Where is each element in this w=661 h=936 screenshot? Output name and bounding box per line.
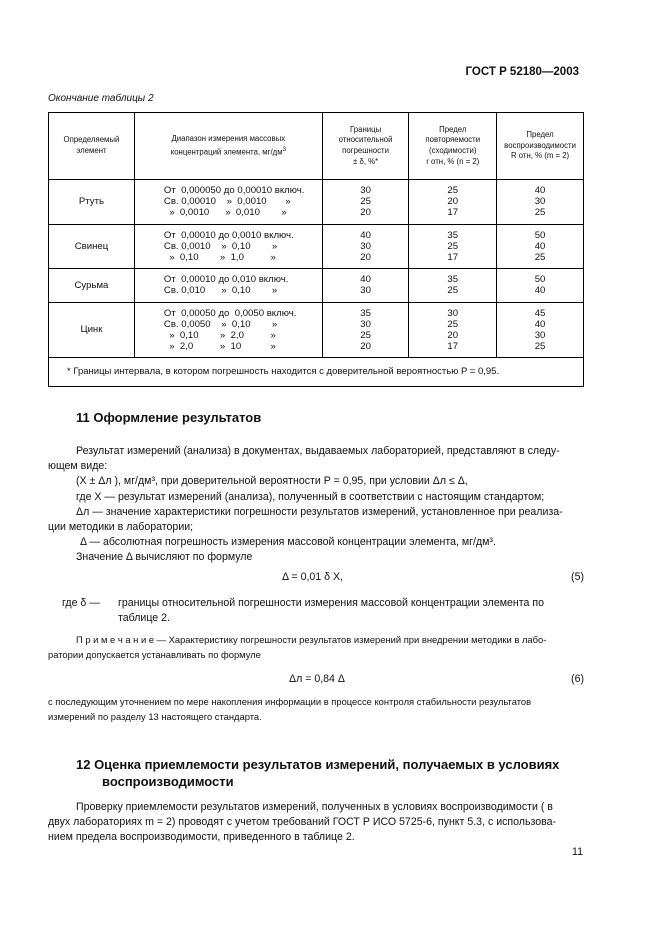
where-line: границы относительной погрешности измерения массовой концентрации элемента по — [118, 597, 544, 609]
repeatability-value: 25 — [447, 240, 459, 252]
header-repeatability-line: Предел — [439, 124, 467, 134]
reproducibility-cell — [497, 180, 584, 225]
header-error — [322, 113, 409, 180]
range-line: От 0,00050 до 0,0050 включ. — [163, 307, 297, 319]
note — [48, 632, 586, 662]
error-value: 35 — [360, 307, 371, 319]
table-row — [49, 224, 584, 269]
repeatability-value: 17 — [447, 341, 459, 353]
repeatability-cell — [409, 302, 497, 358]
error-value: 25 — [360, 330, 371, 342]
note-line: ратории допускается устанавливать по формуле — [48, 649, 261, 660]
repeatability-value: 20 — [447, 330, 459, 342]
reproducibility-value: 25 — [534, 252, 546, 264]
error-cell — [322, 302, 409, 358]
element-cell: Цинк — [49, 302, 135, 358]
reproducibility-cell — [497, 224, 584, 269]
repeatability-cell — [409, 269, 497, 302]
where-line: таблице 2. — [118, 612, 170, 625]
error-value: 20 — [360, 341, 371, 353]
header-error-line: относительной — [338, 135, 393, 145]
where-text — [118, 596, 584, 626]
after-line: с последующим уточнением по мере накопления информации в процессе контроля стабильности результатов — [48, 696, 532, 707]
error-value: 20 — [360, 252, 371, 264]
error-value: 20 — [360, 207, 371, 219]
header-element: Определяемый элемент — [49, 113, 135, 180]
header-error-line: ± δ, %* — [353, 156, 379, 166]
error-cell — [322, 224, 409, 269]
element-cell: Сурьма — [49, 269, 135, 302]
equation-6-number: (6) — [571, 673, 584, 685]
range-line: Св. 0,010 » 0,10 » — [163, 285, 278, 297]
header-range — [134, 113, 322, 180]
repeatability-value: 17 — [447, 252, 459, 264]
table-footnote: * Границы интервала, в котором погрешность находится с доверительной вероятностью P = 0,95. — [49, 358, 584, 386]
table-row — [49, 180, 584, 225]
repeatability-cell — [409, 224, 497, 269]
reproducibility-value: 45 — [534, 307, 546, 319]
after-line: измерений по разделу 13 настоящего стандарта. — [48, 711, 262, 722]
section-11-paragraph — [48, 444, 586, 566]
header-reproducibility — [497, 113, 584, 180]
reproducibility-value: 30 — [534, 330, 546, 342]
error-cell — [322, 269, 409, 302]
reproducibility-value: 50 — [534, 274, 546, 286]
reproducibility-value: 30 — [534, 196, 546, 208]
section-12-title — [76, 756, 588, 790]
header-range-text: Диапазон измерения массовых концентраций элемента, мг/дм — [170, 134, 286, 157]
section-12-paragraph — [48, 800, 586, 846]
range-line: Св. 0,0050 » 0,10 » — [163, 318, 278, 330]
header-repeatability-line: (сходимости) — [429, 146, 477, 155]
table-caption: Окончание таблицы 2 — [48, 93, 154, 104]
repeatability-value: 25 — [447, 185, 459, 196]
para-line: ющем виде: — [48, 460, 108, 473]
reproducibility-cell — [497, 269, 584, 302]
error-value: 25 — [360, 196, 371, 208]
range-line: » 0,10 » 1,0 » — [163, 252, 276, 264]
reproducibility-value: 50 — [534, 229, 546, 241]
range-line: » 0,10 » 2,0 » — [163, 330, 276, 342]
para-line: Δл — значение характеристики погрешности результатов измерений, установленное при реализа- — [76, 505, 563, 518]
equation-6: Δл = 0,84 Δ — [289, 673, 345, 685]
footnote-row — [49, 358, 584, 386]
note-label: П р и м е ч а н и е — — [76, 634, 166, 645]
repeatability-value: 35 — [447, 229, 459, 241]
repeatability-value: 30 — [447, 307, 459, 319]
para-line: ции методики в лаборатории; — [48, 521, 194, 534]
repeatability-value: 25 — [447, 318, 459, 330]
error-value: 40 — [360, 229, 371, 241]
para-line: (X ± Δл ), мг/дм³, при доверительной вероятности P = 0,95, при условии Δл ≤ Δ, — [76, 475, 468, 488]
reproducibility-value: 40 — [534, 240, 546, 252]
table-row — [49, 302, 584, 358]
header-error-line: Границы — [349, 124, 382, 134]
after-note — [48, 694, 588, 724]
element-cell: Ртуть — [49, 180, 135, 225]
range-cell — [134, 224, 322, 269]
para-line: Результат измерений (анализа) в документах, выдаваемых лабораторией, представляют в следу- — [76, 445, 560, 457]
reproducibility-cell — [497, 302, 584, 358]
repeatability-value: 35 — [447, 274, 459, 286]
range-line: » 0,0010 » 0,010 » — [163, 207, 287, 219]
error-value: 30 — [360, 318, 371, 330]
equation-5-number: (5) — [571, 571, 584, 583]
note-text: Характеристику погрешности результатов измерений при внедрении методики в лабо- — [166, 634, 547, 645]
reproducibility-value: 40 — [534, 185, 546, 196]
limits-table — [48, 112, 584, 387]
error-value: 30 — [360, 185, 371, 196]
page-number: 11 — [572, 846, 583, 858]
header-range-sup: 3 — [282, 146, 286, 153]
error-value: 30 — [360, 240, 371, 252]
repeatability-value: 17 — [447, 207, 459, 219]
range-cell — [134, 269, 322, 302]
error-value: 40 — [360, 274, 371, 286]
repeatability-value: 25 — [447, 285, 459, 297]
reproducibility-value: 40 — [534, 285, 546, 297]
error-cell — [322, 180, 409, 225]
repeatability-value: 20 — [447, 196, 459, 208]
table-header-row — [49, 113, 584, 180]
range-line: От 0,00010 до 0,010 включ. — [163, 274, 289, 286]
where-label: где δ — — [62, 597, 100, 609]
para-line: двух лабораториях m = 2) проводят с учетом требований ГОСТ Р ИСО 5725-6, пункт 5.3, с использова- — [48, 816, 557, 829]
section-12-title-line: воспроизводимости — [102, 774, 234, 789]
reproducibility-value: 25 — [534, 207, 546, 219]
range-line: Св. 0,00010 » 0,0010 » — [163, 196, 291, 208]
range-cell — [134, 302, 322, 358]
range-line: » 2,0 » 10 » — [163, 341, 276, 353]
range-line: Св. 0,0010 » 0,10 » — [163, 240, 278, 252]
header-error-line: погрешности — [342, 146, 389, 155]
range-cell — [134, 180, 322, 225]
para-line: Значение Δ вычисляют по формуле — [76, 551, 253, 564]
section-11-title: 11 Оформление результатов — [76, 410, 262, 425]
header-repeatability — [409, 113, 497, 180]
para-line: Проверку приемлемости результатов измерений, полученных в условиях воспроизводимости ( в — [76, 801, 553, 813]
header-repeatability-line: r отн, % (n = 2) — [426, 156, 480, 166]
document-id: ГОСТ Р 52180—2003 — [465, 66, 579, 78]
range-line: От 0,00010 до 0,0010 включ. — [163, 229, 294, 241]
para-line: Δ — абсолютная погрешность измерения массовой концентрации элемента, мг/дм³. — [80, 536, 496, 549]
repeatability-cell — [409, 180, 497, 225]
table-row — [49, 269, 584, 302]
para-line: нием предела воспроизводимости, приведенного в таблице 2. — [48, 831, 355, 844]
reproducibility-value: 25 — [534, 341, 546, 353]
section-12-title-line: 12 Оценка приемлемости результатов измерений, получаемых в условиях — [76, 757, 560, 772]
header-reproducibility-line: воспроизводимости — [504, 140, 576, 150]
reproducibility-value: 40 — [534, 318, 546, 330]
range-line: От 0,000050 до 0,00010 включ. — [163, 185, 305, 196]
header-reproducibility-line: Предел — [526, 130, 554, 140]
header-reproducibility-line: R отн, % (m = 2) — [510, 151, 570, 161]
error-value: 30 — [360, 285, 371, 297]
equation-5: Δ = 0,01 δ X, — [282, 571, 343, 583]
para-line: где X — результат измерений (анализа), полученный в соответствии с настоящим стандартом; — [76, 490, 545, 503]
element-cell: Свинец — [49, 224, 135, 269]
header-repeatability-line: повторяемости — [425, 135, 481, 145]
